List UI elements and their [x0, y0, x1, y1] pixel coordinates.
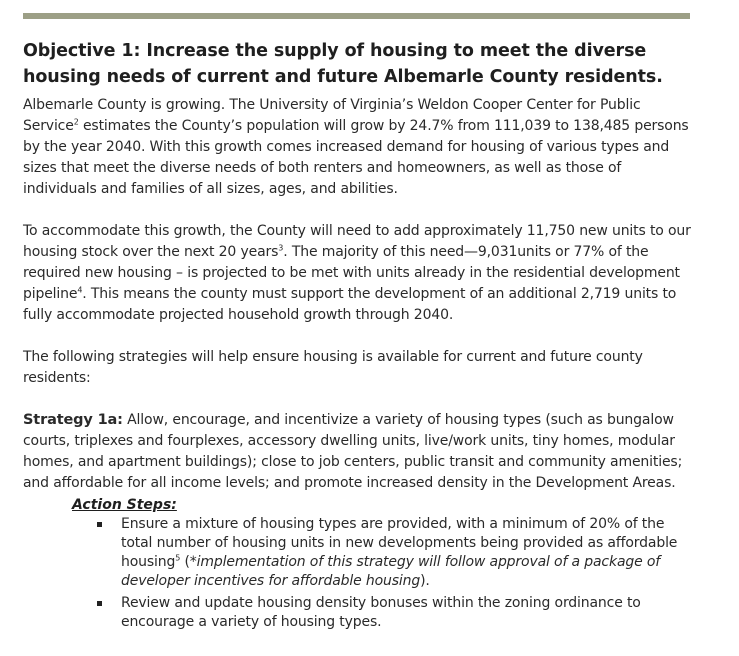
document-content — [23, 38, 695, 632]
footnote-ref-4[interactable]: 4 — [77, 285, 83, 295]
item-text-b: ( — [180, 554, 190, 570]
top-divider-rule — [23, 13, 690, 19]
list-item — [97, 594, 687, 632]
item-text-a: Ensure a mixture of housing types are provided, with a minimum of 20% of the total number of housing units in new developments being provided as affordable housing — [121, 516, 678, 570]
growth-paragraph — [23, 221, 695, 326]
bullet-icon — [97, 522, 102, 527]
strategy-1a-paragraph — [23, 410, 695, 494]
item-italic-note: *implementation of this strategy will follow approval of a package of developer incentives for affordable housing — [121, 554, 661, 589]
strategy-text: Allow, encourage, and incentivize a variety of housing types (such as bungalow courts, triplexes and fourplexes, accessory dwelling units, live/work units, tiny homes, modular homes, and apartment buildings); close to job centers, public transit and community amenities; and affordable for all income levels; and promote increased density in the Development Areas. — [23, 412, 683, 491]
growth-text-c: . This means the county must support the development of an additional 2,719 units to fully accommodate projected household growth through 2040. — [23, 286, 677, 323]
intro-text-a: Albemarle County is growing. The University of Virginia’s Weldon Cooper Center for Public Service — [23, 97, 641, 134]
intro-text-b: estimates the County’s population will grow by 24.7% from 111,039 to 138,485 persons by the year 2040. With this growth comes increased demand for housing of various types and sizes that meet the diverse needs of both renters and homeowners, as well as those of individuals and families of all sizes, ages, and abilities. — [23, 118, 689, 197]
strategies-intro-paragraph: The following strategies will help ensure housing is available for current and future county residents: — [23, 349, 643, 386]
strategy-label: Strategy 1a: — [23, 412, 123, 428]
bullet-icon — [97, 601, 102, 606]
footnote-ref-3[interactable]: 3 — [278, 243, 284, 253]
item-text-c: ). — [420, 573, 430, 589]
intro-paragraph — [23, 95, 695, 200]
growth-text-a: To accommodate this growth, the County will need to add approximately 11,750 new units to our housing stock over the next 20 years — [23, 223, 691, 260]
item-text-a: Review and update housing density bonuses within the zoning ordinance to encourage a variety of housing types. — [121, 595, 641, 630]
action-steps-list — [97, 515, 687, 632]
action-steps-heading: Action Steps: — [72, 497, 177, 513]
objective-heading: Objective 1: Increase the supply of housing to meet the diverse housing needs of current and future Albemarle County residents. — [23, 41, 663, 87]
footnote-ref-5[interactable]: 5 — [175, 553, 181, 563]
list-item — [97, 515, 687, 591]
footnote-ref-2[interactable]: 2 — [73, 117, 79, 127]
growth-text-b: . The majority of this need—9,031units or 77% of the required new housing – is projected to be met with units already in the residential development pipeline — [23, 244, 680, 302]
